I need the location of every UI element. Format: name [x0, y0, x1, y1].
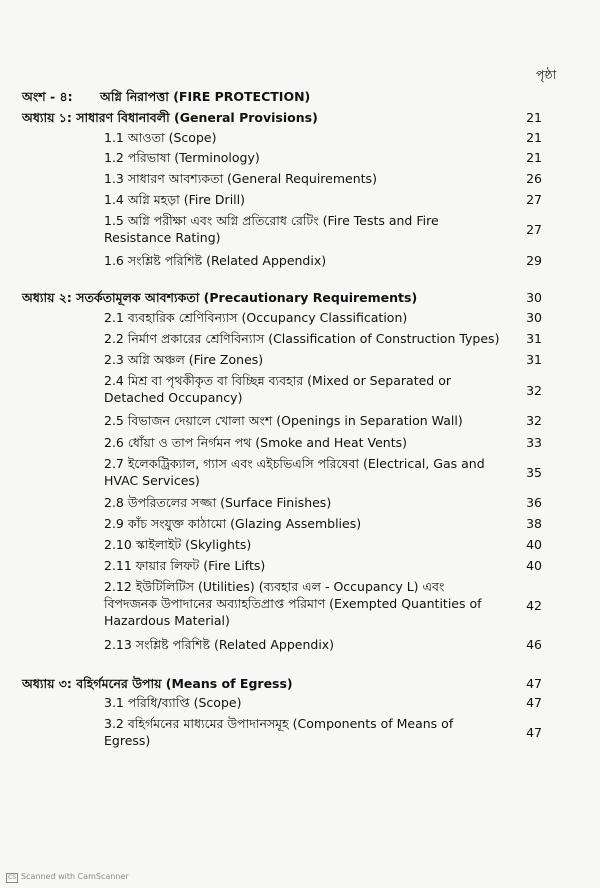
- toc-entry-2-2-page: 31: [526, 331, 542, 346]
- camscanner-logo-icon: CS: [8, 874, 16, 881]
- toc-entry-2-13: 2.13 সংশ্লিষ্ট পরিশিষ্ট (Related Appendix): [104, 637, 335, 652]
- toc-entry-1-1-page: 21: [526, 130, 542, 145]
- toc-entry-3-1-page: 47: [526, 695, 542, 710]
- toc-entry-1-4-page: 27: [526, 192, 542, 207]
- toc-entry-2-10: 2.10 স্কাইলাইট (Skylights): [104, 537, 252, 552]
- toc-entry-3-1: 3.1 পরিধি/ব্যাপ্তি (Scope): [104, 695, 242, 710]
- toc-entry-2-5-page: 32: [526, 413, 542, 428]
- toc-entry-2-8: 2.8 উপরিতলের সজ্জা (Surface Finishes): [104, 495, 332, 510]
- part-label: অংশ - ৪:: [22, 89, 73, 104]
- chapter-1-page: 21: [526, 110, 542, 125]
- toc-entry-2-8-page: 36: [526, 495, 542, 510]
- toc-entry-2-12: 2.12 ইউটিলিটিস (Utilities) (ব্যবহার এল - Occupancy L) এবং বিপদজনক উপাদানের অব্যাহতিপ্রাপ্ত পরিমাণ (Exempted Quantities of Hazardous Material): [104, 579, 482, 628]
- toc-entry-3-2: 3.2 বহির্গমনের মাধ্যমের উপাদানসমূহ (Components of Means of Egress): [104, 716, 454, 748]
- part-title: অগ্নি নিরাপত্তা (FIRE PROTECTION): [100, 89, 311, 104]
- chapter-1-title: অধ্যায় ১: সাধারণ বিধানাবলী (General Provisions): [22, 110, 318, 125]
- toc-entry-2-1: 2.1 ব্যবহারিক শ্রেণিবিন্যাস (Occupancy Classification): [104, 310, 408, 325]
- toc-entry-1-3: 1.3 সাধারণ আবশ্যকতা (General Requirements): [104, 171, 377, 186]
- toc-entry-2-3: 2.3 অগ্নি অঞ্চল (Fire Zones): [104, 352, 264, 367]
- toc-entry-2-7: 2.7 ইলেকট্রিক্যাল, গ্যাস এবং এইচভিএসি পরিষেবা (Electrical, Gas and HVAC Services): [104, 456, 485, 488]
- toc-entry-1-6: 1.6 সংশ্লিষ্ট পরিশিষ্ট (Related Appendix): [104, 253, 327, 268]
- toc-entry-2-2: 2.2 নির্মাণ প্রকারের শ্রেণিবিন্যাস (Classification of Construction Types): [104, 331, 500, 346]
- scanner-watermark: [6, 872, 129, 883]
- scanner-watermark-text: Scanned with CamScanner: [21, 872, 129, 881]
- toc-entry-2-11-page: 40: [526, 558, 542, 573]
- toc-entry-1-4: 1.4 অগ্নি মহড়া (Fire Drill): [104, 192, 245, 207]
- toc-entry-2-6: 2.6 ধোঁয়া ও তাপ নির্গমন পথ (Smoke and Heat Vents): [104, 435, 408, 450]
- toc-entry-1-2-page: 21: [526, 150, 542, 165]
- toc-entry-2-9: 2.9 কাঁচ সংযুক্ত কাঠামো (Glazing Assemblies): [104, 516, 362, 531]
- chapter-2-title: অধ্যায় ২: সতর্কতামূলক আবশ্যকতা (Precautionary Requirements): [22, 290, 418, 305]
- toc-entry-2-5: 2.5 বিভাজন দেয়ালে খোলা অংশ (Openings in Separation Wall): [104, 413, 463, 428]
- toc-entry-2-10-page: 40: [526, 537, 542, 552]
- toc-entry-2-7-page: 35: [526, 465, 542, 480]
- toc-entry-1-1: 1.1 আওতা (Scope): [104, 130, 217, 145]
- toc-entry-2-6-page: 33: [526, 435, 542, 450]
- page-column-label: পৃষ্ঠা: [536, 67, 557, 82]
- chapter-3-page: 47: [526, 676, 542, 691]
- toc-entry-2-11: 2.11 ফায়ার লিফট (Fire Lifts): [104, 558, 266, 573]
- toc-entry-2-13-page: 46: [526, 637, 542, 652]
- chapter-3-title: অধ্যায় ৩: বহির্গমনের উপায় (Means of Egress): [22, 676, 293, 691]
- toc-entry-1-2: 1.2 পরিভাষা (Terminology): [104, 150, 260, 165]
- toc-entry-1-6-page: 29: [526, 253, 542, 268]
- toc-entry-2-3-page: 31: [526, 352, 542, 367]
- toc-entry-1-3-page: 26: [526, 171, 542, 186]
- toc-entry-1-5: 1.5 অগ্নি পরীক্ষা এবং অগ্নি প্রতিরোধ রেটিং (Fire Tests and Fire Resistance Rating): [104, 213, 439, 245]
- toc-entry-3-2-page: 47: [526, 725, 542, 740]
- toc-entry-2-4-page: 32: [526, 383, 542, 398]
- toc-entry-2-9-page: 38: [526, 516, 542, 531]
- toc-entry-2-4: 2.4 মিশ্র বা পৃথকীকৃত বা বিচ্ছিন্ন ব্যবহার (Mixed or Separated or Detached Occupancy): [104, 373, 451, 405]
- toc-entry-2-1-page: 30: [526, 310, 542, 325]
- chapter-2-page: 30: [526, 290, 542, 305]
- toc-entry-2-12-page: 42: [526, 598, 542, 613]
- toc-entry-1-5-page: 27: [526, 222, 542, 237]
